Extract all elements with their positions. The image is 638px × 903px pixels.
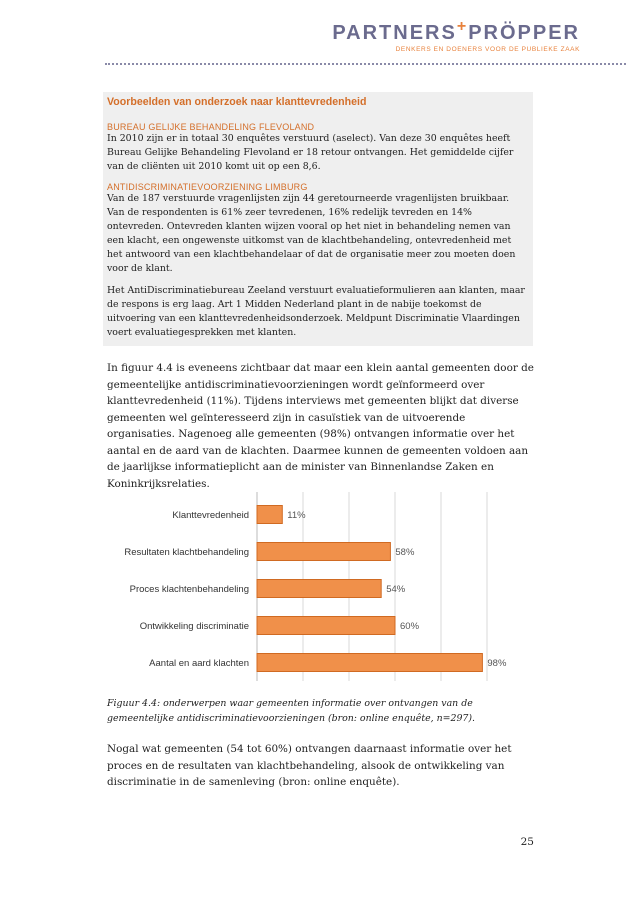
box-title: Voorbeelden van onderzoek naar klanttevredenheid — [107, 96, 367, 108]
value-label: 58% — [395, 547, 415, 558]
category-label: Ontwikkeling discriminatie — [139, 621, 249, 632]
category-label: Proces klachtenbehandeling — [129, 584, 249, 595]
section1-text: In 2010 zijn er in totaal 30 enquêtes verstuurd (aselect). Van deze 30 enquêtes heeft Bureau Gelijke Behandeling Flevoland er 18 retour ontvangen. Het gemiddelde cijfer van de cliënten uit 2010 komt uit op een 8,6. — [107, 133, 514, 172]
section3-text: Het AntiDiscriminatiebureau Zeeland verstuurt evaluatieformulieren aan klanten, maar de respons is erg laag. Art 1 Midden Nederland plant in de nabije toekomst de uitvoering van een klanttevredenheidsonderzoek. Meldpunt Discriminatie Vlaardingen voert evaluatiegesprekken met klanten. — [107, 285, 525, 338]
category-label: Aantal en aard klachten — [149, 658, 249, 669]
paragraph-1: In figuur 4.4 is eveneens zichtbaar dat maar een klein aantal gemeenten door de gemeentelijke antidiscriminatievoorzieningen wordt geïnformeerd over klanttevredenheid (11%). Tijdens interviews met gemeenten blijkt dat diverse gemeenten wel geïnteresseerd zijn in casuïstiek van de uitvoerende organisaties. Nagenoeg alle gemeenten (98%) ontvangen informatie over het aantal en de aard van de klachten. Daarmee kunnen de gemeenten voldoen aan de jaarlijkse informatieplicht aan de minister van Binnenlandse Zaken en Koninkrijksrelaties. — [107, 362, 534, 490]
bar — [257, 506, 282, 524]
value-label: 98% — [487, 658, 507, 669]
section1-heading: BUREAU GELIJKE BEHANDELING FLEVOLAND — [107, 122, 315, 132]
value-label: 60% — [400, 621, 420, 632]
section2-text: Van de 187 verstuurde vragenlijsten zijn 44 geretourneerde vragenlijsten bruikbaar. Van de respondenten is 61% zeer tevredenen, 16% redelijk tevreden en 14% ontevreden. Ontevreden klanten wijzen vooral op het niet in behandeling nemen van een klacht, een ongewenste uitkomst van de klachtbehandeling, ontevredenheid met het antwoord van een klachtbehandelaar of dat de organisatie meer zou moeten doen voor de klant. — [107, 193, 516, 274]
bar — [257, 654, 482, 672]
bar-chart — [107, 490, 507, 685]
category-label: Klanttevredenheid — [172, 510, 249, 521]
category-label: Resultaten klachtbehandeling — [124, 547, 249, 558]
bar — [257, 617, 395, 635]
logo-wordmark: PARTNERS+PRÖPPER — [332, 18, 580, 44]
value-label: 11% — [287, 510, 306, 521]
value-label: 54% — [386, 584, 406, 595]
header-divider — [105, 63, 626, 65]
page-number: 25 — [520, 836, 534, 848]
logo-tagline: DENKERS EN DOENERS VOOR DE PUBLIEKE ZAAK — [395, 46, 580, 53]
bar — [257, 543, 390, 561]
chart-bars — [124, 506, 507, 672]
bar — [257, 580, 381, 598]
paragraph-2: Nogal wat gemeenten (54 tot 60%) ontvangen daarnaast informatie over het proces en de resultaten van klachtbehandeling, alsook de ontwikkeling van discriminatie in de samenleving (bron: online enquête). — [107, 743, 512, 788]
figure-caption: Figuur 4.4: onderwerpen waar gemeenten informatie over ontvangen van de gemeentelijke antidiscriminatievoorzieningen (bron: online enquête, n=297). — [107, 698, 476, 724]
section2-heading: ANTIDISCRIMINATIEVOORZIENING LIMBURG — [107, 182, 308, 192]
company-logo — [332, 18, 580, 53]
examples-box — [103, 92, 533, 346]
